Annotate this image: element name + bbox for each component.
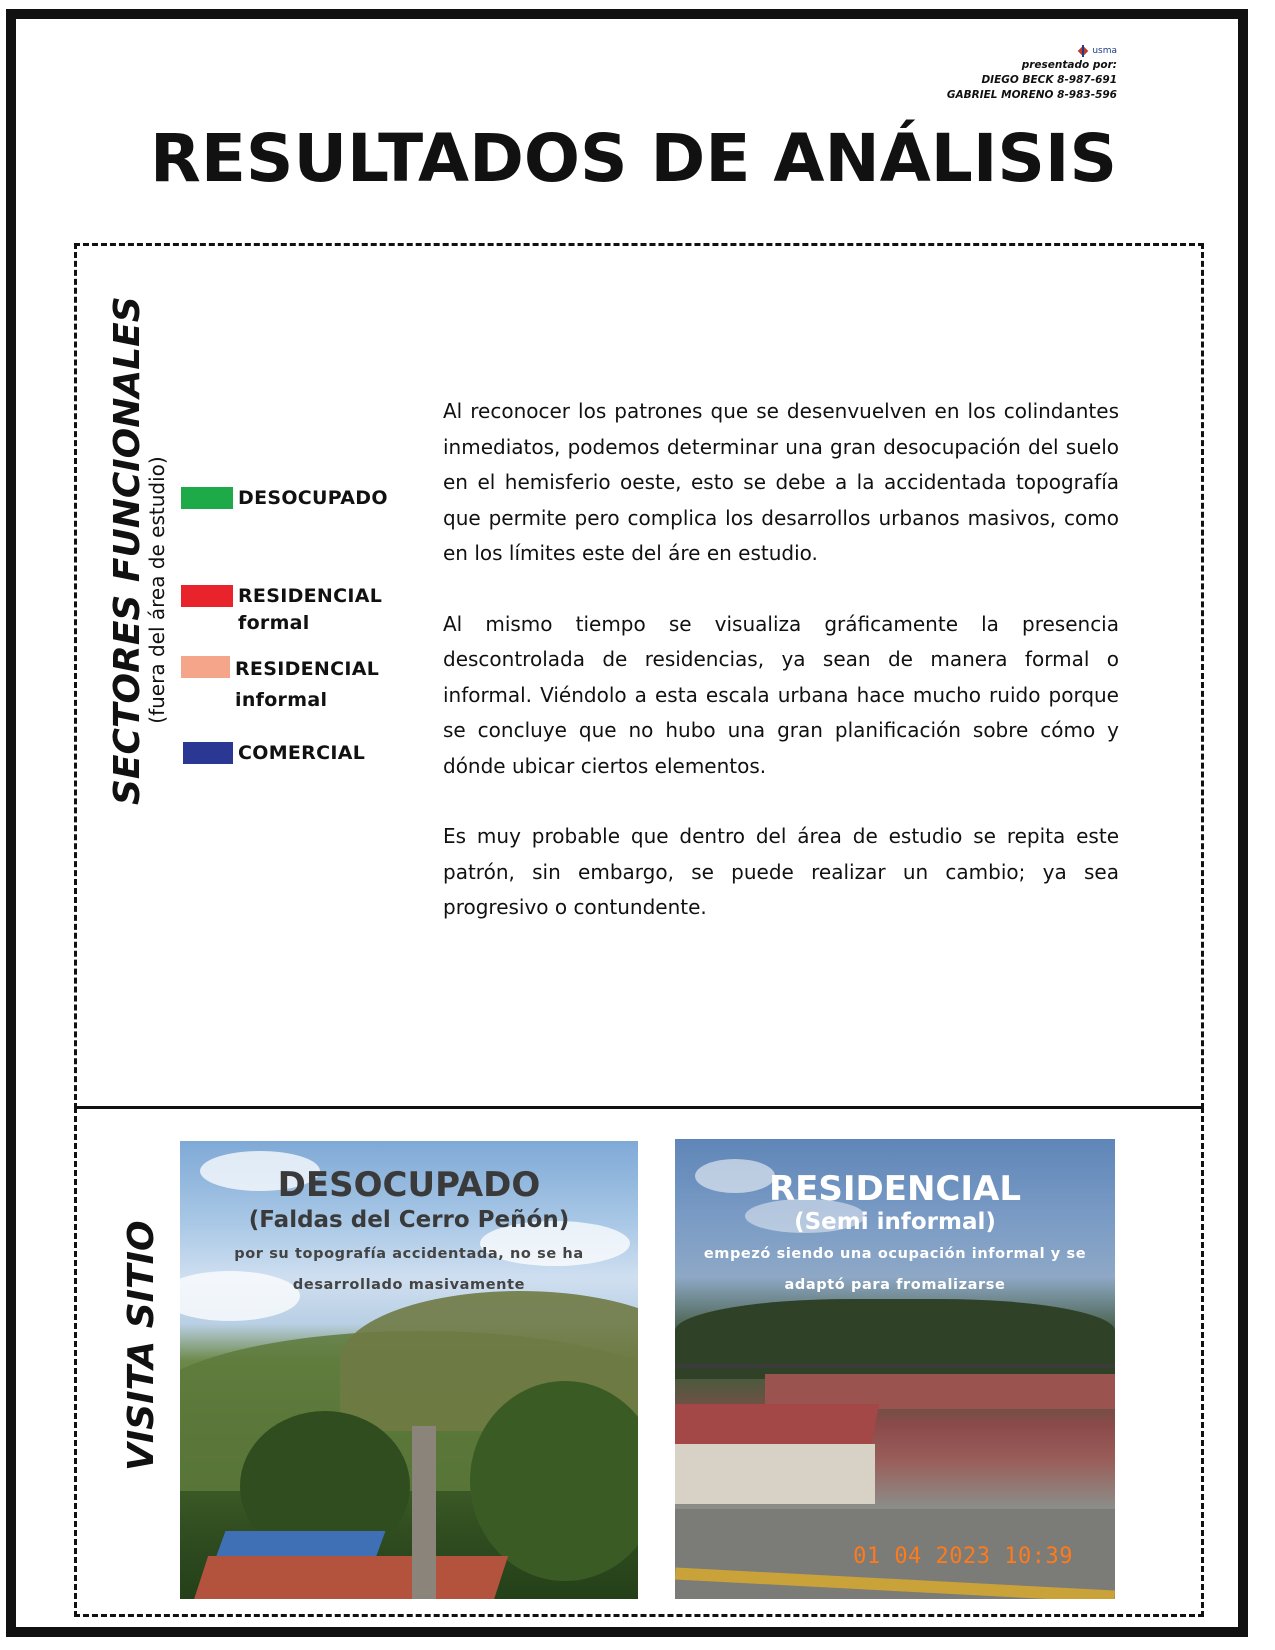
photo-desocupado [180,1141,638,1599]
page-title: RESULTADOS DE ANÁLISIS [150,120,1118,197]
legend-item-residencial-informal [181,656,379,716]
legend-swatch-blue [183,742,233,764]
red-roof-shape [192,1556,508,1599]
photo-subtitle: (Semi informal) [794,1209,996,1235]
photo-description: por su topografía accidentada, no se ha desarrollado masivamente [234,1246,584,1293]
red-roof-shape [675,1404,879,1449]
photo-timestamp: 01 04 2023 10:39 [853,1544,1073,1569]
legend-label: RESIDENCIAL formal [238,585,383,634]
photo-residencial [675,1139,1115,1599]
legend-item-desocupado [181,487,388,512]
legend-swatch-green [181,487,233,509]
house-wall-shape [675,1444,875,1504]
legend-label: COMERCIAL [238,742,366,764]
photo-description: empezó siendo una ocupación informal y se adaptó para fromalizarse [703,1246,1087,1293]
sectores-title: SECTORES FUNCIONALES [107,296,148,805]
legend-swatch-red [181,585,233,607]
legend-label: DESOCUPADO [238,487,388,509]
paragraph-3: Es muy probable que dentro del área de estudio se repita este patrón, sin embargo, se puede realizar un cambio; ya sea progresivo o contundente. [443,824,1119,919]
legend-swatch-salmon [181,656,230,678]
presented-by-label: presentado por: [1021,59,1117,71]
legend-label: RESIDENCIAL informal [235,658,380,711]
university-logo-icon [1077,45,1089,57]
tree-trunk-shape [412,1426,436,1599]
legend-item-comercial [183,742,365,767]
author-2: GABRIEL MORENO 8-983-596 [946,89,1117,101]
credits-block [947,44,1117,103]
legend-item-residencial-formal [181,585,382,637]
logo-text: usma [1092,45,1117,56]
analysis-text [443,394,1119,961]
sectores-subtitle: (fuera del área de estudio) [145,456,169,724]
logo [947,44,1117,58]
photo-subtitle: (Faldas del Cerro Peñón) [248,1207,570,1233]
paragraph-2: Al mismo tiempo se visualiza gráficamente la presencia descontrolada de residencias, ya sean de manera formal o informal. Viéndolo a esta escala urbana hace mucho ruido porque se concluye que no hubo una gran planificación sobre cómo y dónde ubicar ciertos elementos. [443,611,1119,778]
photo-title: RESIDENCIAL [768,1169,1022,1209]
paragraph-1: Al reconocer los patrones que se desenvuelven en los colindantes inmediatos, podemos determinar una gran desocupación del suelo en el hemisferio oeste, esto se debe a la accidentada topografía que permite pero complica los desarrollos urbanos masivos, como en los límites este del áre en estudio. [443,399,1119,565]
author-1: DIEGO BECK 8-987-691 [981,74,1117,86]
visita-title: VISITA SITIO [121,1220,162,1471]
photo-title: DESOCUPADO [277,1165,541,1205]
railing-shape [675,1364,1115,1368]
